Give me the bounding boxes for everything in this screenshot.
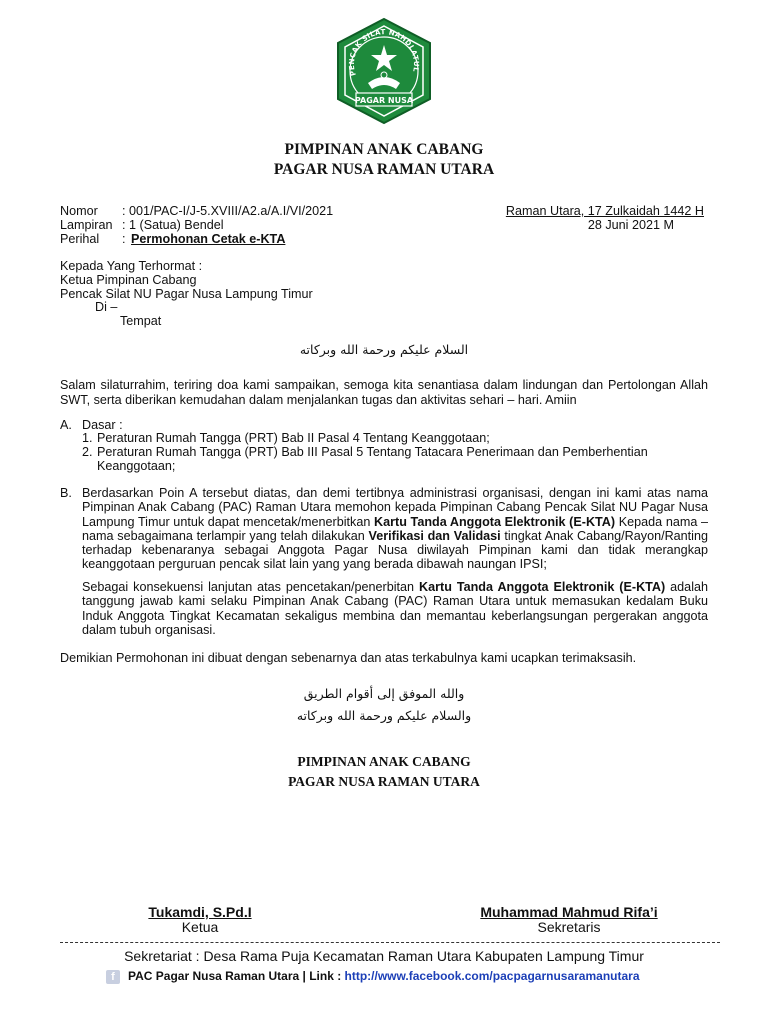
signatory-right-name: Muhammad Mahmud Rifa’i <box>480 904 658 920</box>
date-hijri: Raman Utara, 17 Zulkaidah 1442 H <box>505 204 704 218</box>
date-masehi: 28 Juni 2021 M <box>587 218 674 232</box>
letterhead-title <box>0 140 768 180</box>
recipient-line-4: Di – <box>95 300 118 314</box>
section-b-p1-part-e: tingkat Anak Cabang/Rayon/Ranting terhadap kebenaranya sebagai Anggota Pagar Nusa diwilayah Pimpinan kami dan tidak merangkap keanggotaan perguruan pencak silat lain yang yang berada dibawah naungan IPSI; <box>82 528 708 572</box>
logo-banner-text: PAGAR NUSA <box>354 96 414 105</box>
section-b-p2-part-a: Sebagai konsekuensi lanjutan atas pencetakan/penerbitan <box>82 580 419 594</box>
section-a-item-2-num: 2. <box>82 445 93 459</box>
letterhead-line-1: PIMPINAN ANAK CABANG <box>284 141 484 158</box>
footer-divider <box>60 942 720 943</box>
section-a-item-1-text: Peraturan Rumah Tangga (PRT) Bab II Pasal 4 Tentang Keanggotaan; <box>97 431 490 445</box>
signatory-left-name: Tukamdi, S.Pd.I <box>148 904 252 920</box>
section-b-p1-part-a: Berdasarkan Poin A tersebut diatas, dan demi tertibnya administrasi organisasi, dengan ini kami atas nama Pimpinan Anak Cabang (PAC) Raman Utara memohon kepada Pimpinan Cabang Pencak Silat NU Pagar Nusa Lampung Timur untuk dapat mencetak/menerbitkan <box>82 486 708 529</box>
salam-opening: السلام عليكم ورحمة الله وبركاته <box>299 342 469 357</box>
salam-closing-2: والسلام عليكم ورحمة الله وبركاته <box>296 708 472 723</box>
recipient-line-5: Tempat <box>120 314 162 328</box>
recipient-line-3: Pencak Silat NU Pagar Nusa Lampung Timur <box>60 287 313 301</box>
section-b-p2-part-c: adalah tanggung jawab kami selaku Pimpinan Anak Cabang (PAC) Raman Utara untuk memasukan kedalam Buku Induk Anggota Tingkat Kecamatan sekaligus membina dan memantau keberlangsungan pergerakan anggota dalam tubuh organisasi. <box>82 580 708 637</box>
footer-facebook-link[interactable]: http://www.facebook.com/pacpagarnusaramanutara <box>344 969 640 983</box>
section-b-paragraph-2 <box>82 580 708 637</box>
signature-header-line-1: PIMPINAN ANAK CABANG <box>297 754 471 769</box>
section-b-p2-ekta: Kartu Tanda Anggota Elektronik (E-KTA) <box>419 580 666 594</box>
pagar-nusa-emblem <box>334 17 434 125</box>
section-b-marker: B. <box>60 486 72 500</box>
closing-paragraph: Demikian Permohonan ini dibuat dengan sebenarnya dan atas terkabulnya kami ucapkan terimaksasih. <box>60 651 637 665</box>
section-a-title: Dasar : <box>82 418 123 432</box>
footer-pac-label: PAC Pagar Nusa Raman Utara | Link : <box>128 969 345 983</box>
perihal-value: Permohonan Cetak e-KTA <box>131 232 286 246</box>
signature-header-line-2: PAGAR NUSA RAMAN UTARA <box>288 774 480 789</box>
lampiran-label: Lampiran <box>60 218 113 232</box>
footer-address: Sekretariat : Desa Rama Puja Kecamatan Raman Utara Kabupaten Lampung Timur <box>124 948 644 964</box>
section-b-p1-ekta: Kartu Tanda Anggota Elektronik (E-KTA) <box>374 514 616 529</box>
signatory-right-title: Sekretaris <box>537 919 601 935</box>
nomor-value: : 001/PAC-I/J-5.XVIII/A2.a/A.I/VI/2021 <box>122 204 334 218</box>
letterhead-line-2: PAGAR NUSA RAMAN UTARA <box>273 161 495 178</box>
nomor-label: Nomor <box>60 204 98 218</box>
section-a-item-2-text: Peraturan Rumah Tangga (PRT) Bab III Pasal 5 Tentang Tatacara Penerimaan dan Pemberhentian Keanggotaan; <box>97 445 648 473</box>
section-b-p1-verifikasi: Verifikasi dan Validasi <box>368 528 501 543</box>
intro-paragraph: Salam silaturrahim, teriring doa kami sampaikan, semoga kita senantiasa dalam lindungan dan Pertolongan Allah SWT, serta diberikan kemudahan dalam menjalankan tugas dan aktivitas sehari – hari. Amiin <box>60 378 708 407</box>
logo-arc-text: PENCAK SILAT NAHDLATUL <box>347 28 421 77</box>
section-a-item-1-num: 1. <box>82 431 93 445</box>
section-b-p1-part-c: Kepada nama – nama sebagaimana terlampir yang telah dilakukan <box>82 514 709 543</box>
signatory-left-title: Ketua <box>181 919 219 935</box>
perihal-colon: : <box>122 232 126 246</box>
recipient-line-1: Kepada Yang Terhormat : <box>60 259 203 273</box>
salam-closing-1: والله الموفق إلى أقوام الطريق <box>303 686 465 701</box>
organization-logo <box>334 17 434 125</box>
perihal-label: Perihal <box>60 232 100 246</box>
facebook-icon: f <box>106 970 120 984</box>
lampiran-value: : 1 (Satua) Bendel <box>122 218 224 232</box>
footer-link-row <box>106 969 640 985</box>
signature-header <box>0 752 768 792</box>
recipient-line-2: Ketua Pimpinan Cabang <box>60 273 197 287</box>
section-b-paragraph-1 <box>82 486 708 572</box>
section-a-marker: A. <box>60 418 72 432</box>
